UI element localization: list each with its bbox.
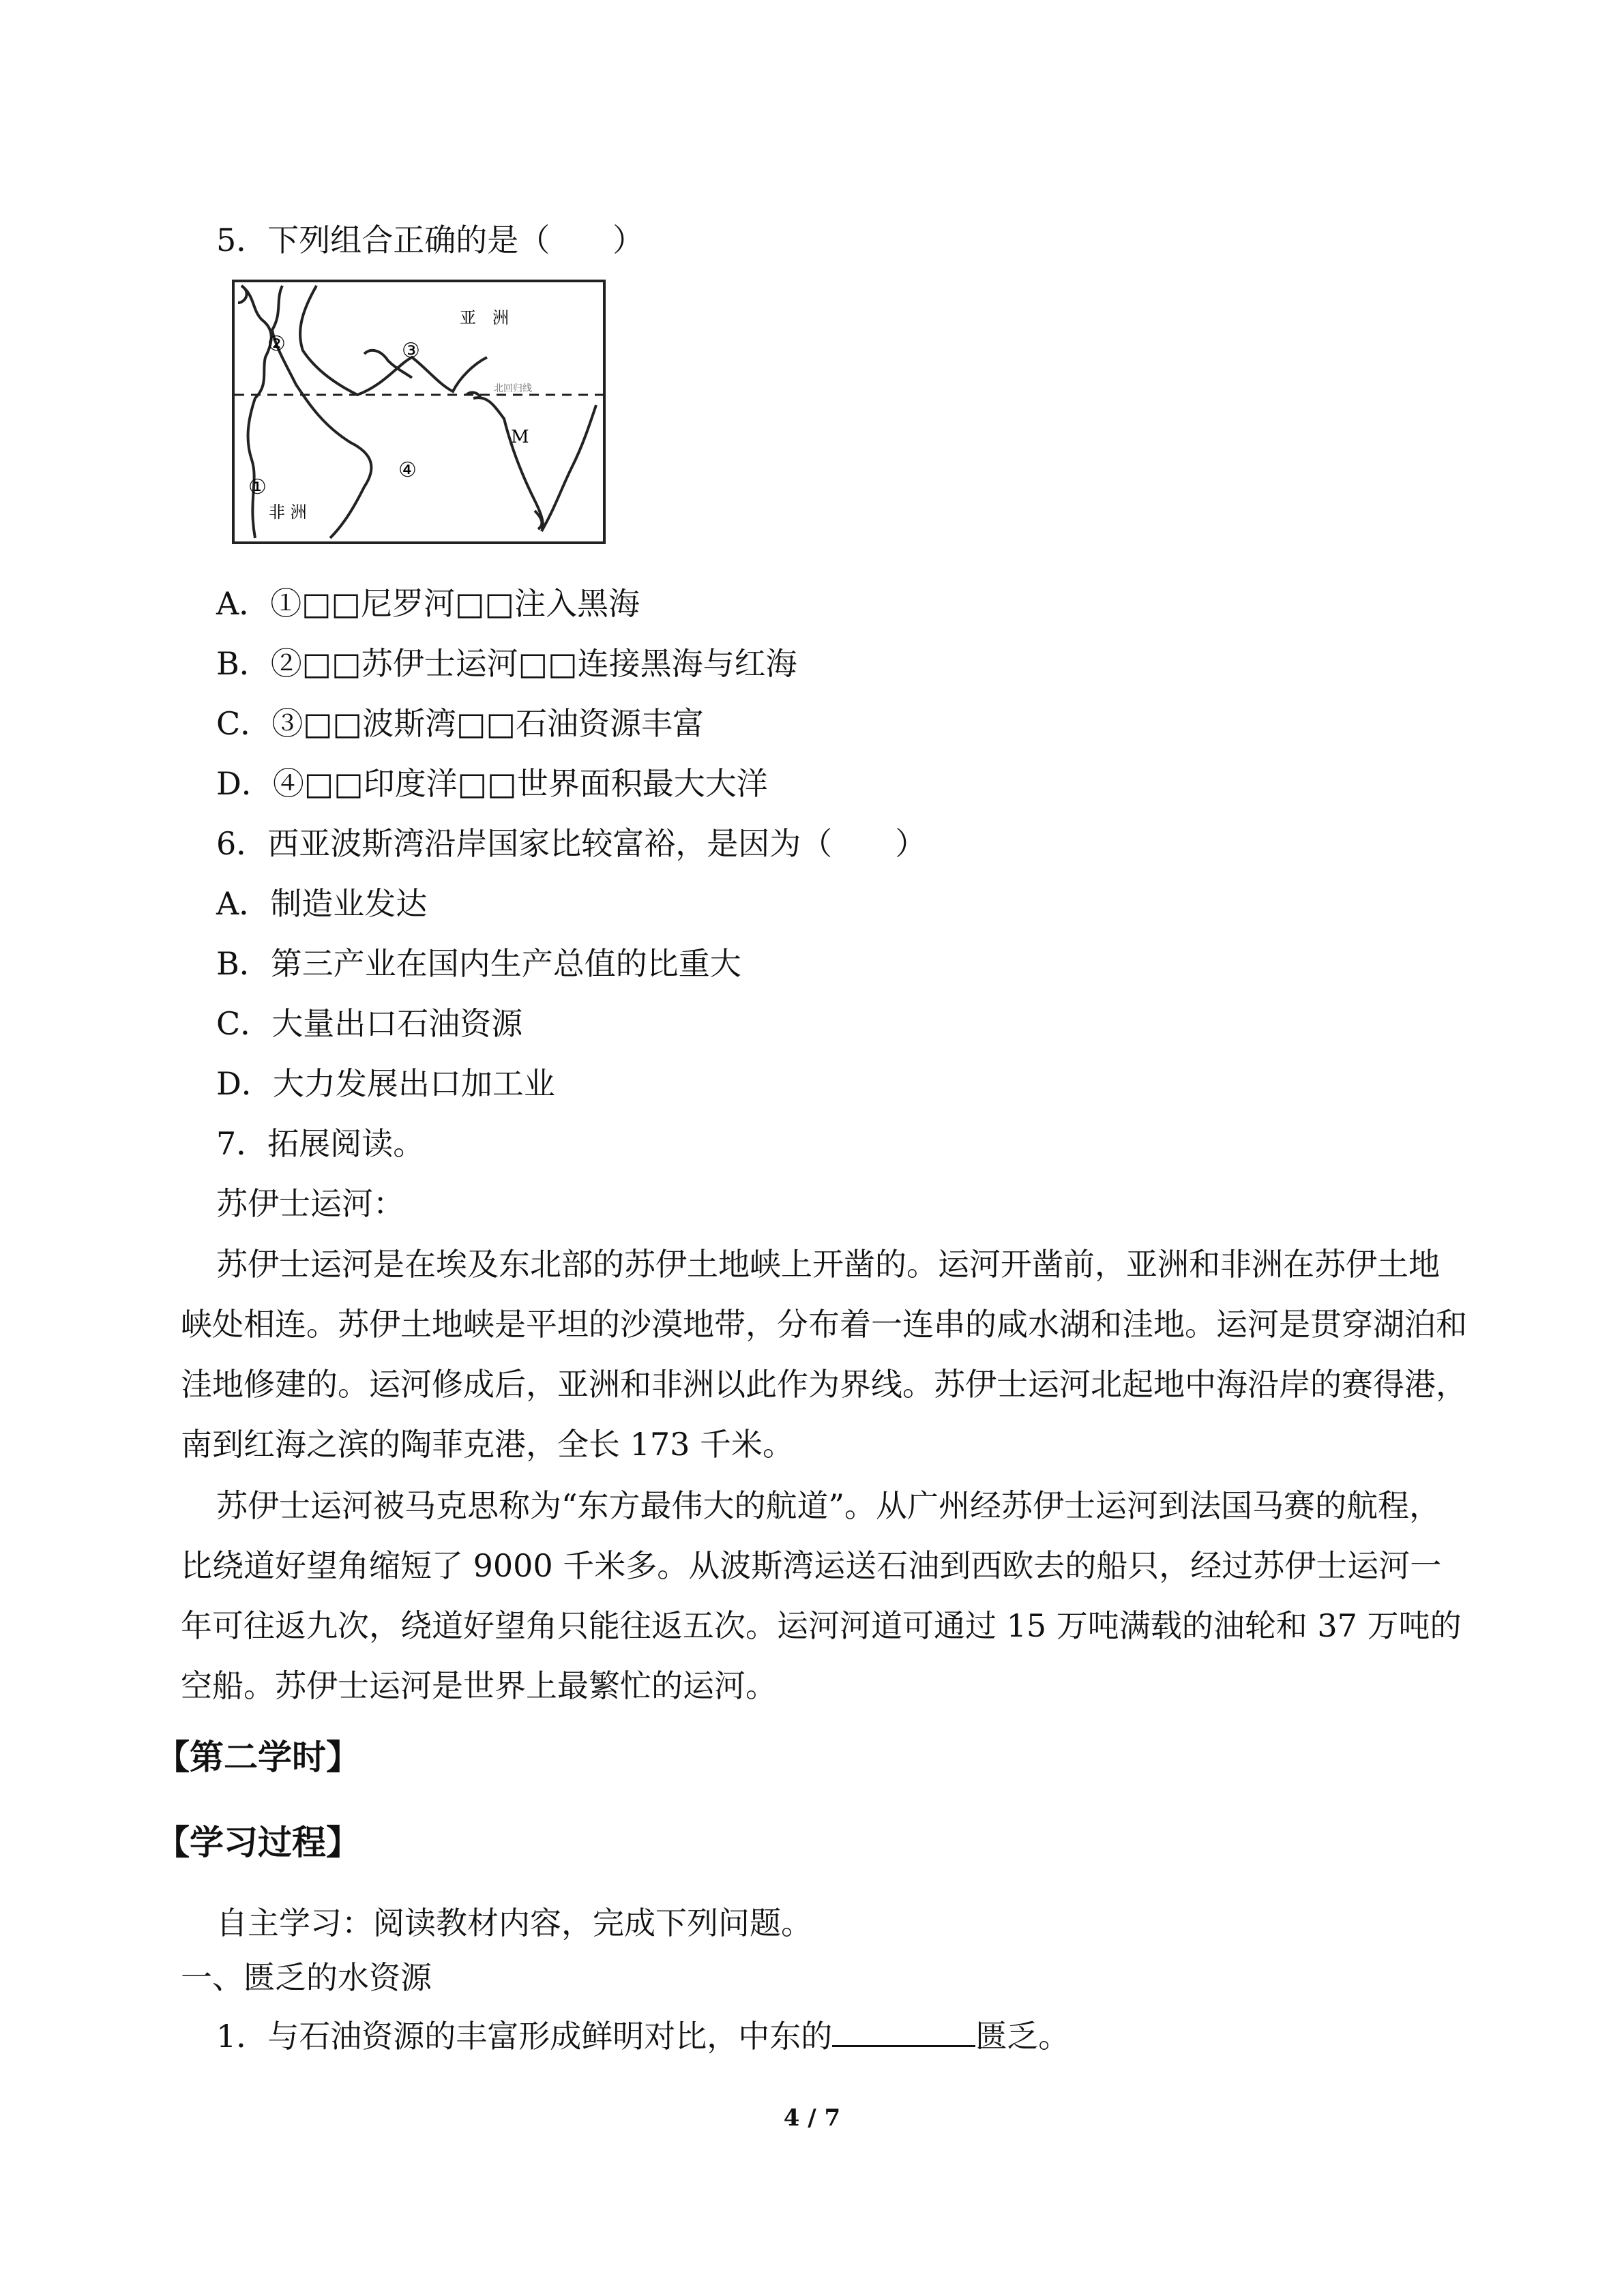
marker-3: ③ (402, 339, 420, 363)
arabia-coast-line (300, 286, 487, 395)
q6-option-b: B．第三产业在国内生产总值的比重大 (216, 945, 741, 982)
q5-option-b: B．②□□苏伊士运河□□连接黑海与红海 (216, 645, 797, 682)
page-number: 4 / 7 (783, 2104, 841, 2132)
q5-option-a: A．①□□尼罗河□□注入黑海 (216, 585, 640, 622)
q6-option-a: A．制造业发达 (216, 885, 428, 922)
marker-1: ① (248, 475, 267, 499)
africa-label: 非 洲 (269, 503, 307, 522)
q5-option-c: C．③□□波斯湾□□石油资源丰富 (216, 705, 705, 742)
q5-option-d: D．④□□印度洋□□世界面积最大大洋 (216, 765, 768, 802)
item-1-text-after: 匮乏。 (975, 2018, 1070, 2055)
m-label: M (511, 427, 529, 447)
tropic-label: 北回归线 (494, 383, 532, 394)
red-sea-coast-line (272, 286, 371, 538)
item-1-fill-in (216, 2015, 1069, 2057)
reading-paragraph-2: 苏伊士运河被马克思称为“东方最伟大的航道”。从广州经苏伊士运河到法国马赛的航程，比绕道好望角缩短了 9000 千米多。从波斯湾运送石油到西欧去的船只，经过苏伊士运河一年可往返九次，绕道好望角只能往返五次。运河河道可通过 15 万吨满载的油轮和 37 万吨的空船。苏伊士运河是世界上最繁忙的运河。 (181, 1487, 1462, 1704)
india-west-coast-line (473, 398, 543, 531)
self-study-instruction: 自主学习：阅读教材内容，完成下列问题。 (216, 1905, 812, 1941)
question-7-stem: 7．拓展阅读。 (216, 1125, 425, 1162)
mediterranean-line (238, 286, 247, 303)
marker-2: ② (267, 332, 286, 356)
q6-option-c: C．大量出口石油资源 (216, 1005, 523, 1042)
item-1-blank[interactable] (832, 2015, 975, 2047)
question-6-stem: 6．西亚波斯湾沿岸国家比较富裕，是因为（ ） (216, 825, 927, 862)
india-east-coast-line (542, 405, 596, 531)
item-1-text-before: 1．与石油资源的丰富形成鲜明对比，中东的 (216, 2018, 833, 2055)
part-1-title: 一、匮乏的水资源 (181, 1959, 432, 1996)
reading-paragraph-1: 苏伊士运河是在埃及东北部的苏伊土地峡上开凿的。运河开凿前，亚洲和非洲在苏伊土地峡处相连。苏伊土地峡是平坦的沙漠地带，分布着一连串的咸水湖和洼地。运河是贯穿湖泊和洼地修建的。运河修成后，亚洲和非洲以此作为界线。苏伊士运河北起地中海沿岸的赛得港，南到红海之滨的陶菲克港，全长 173 千米。 (181, 1246, 1467, 1463)
marker-4: ④ (398, 458, 417, 482)
q6-option-d: D．大力发展出口加工业 (216, 1065, 555, 1102)
asia-label: 亚 洲 (460, 308, 509, 327)
question-5-stem: 5．下列组合正确的是（ ） (216, 222, 645, 258)
reading-subtitle: 苏伊士运河： (216, 1185, 404, 1222)
africa-coast-line (241, 286, 271, 538)
map-drawing (235, 282, 603, 541)
section-heading-second-period: 【第二学时】 (156, 1738, 360, 1777)
middle-east-map (232, 280, 606, 544)
section-heading-learning-process: 【学习过程】 (156, 1823, 360, 1862)
